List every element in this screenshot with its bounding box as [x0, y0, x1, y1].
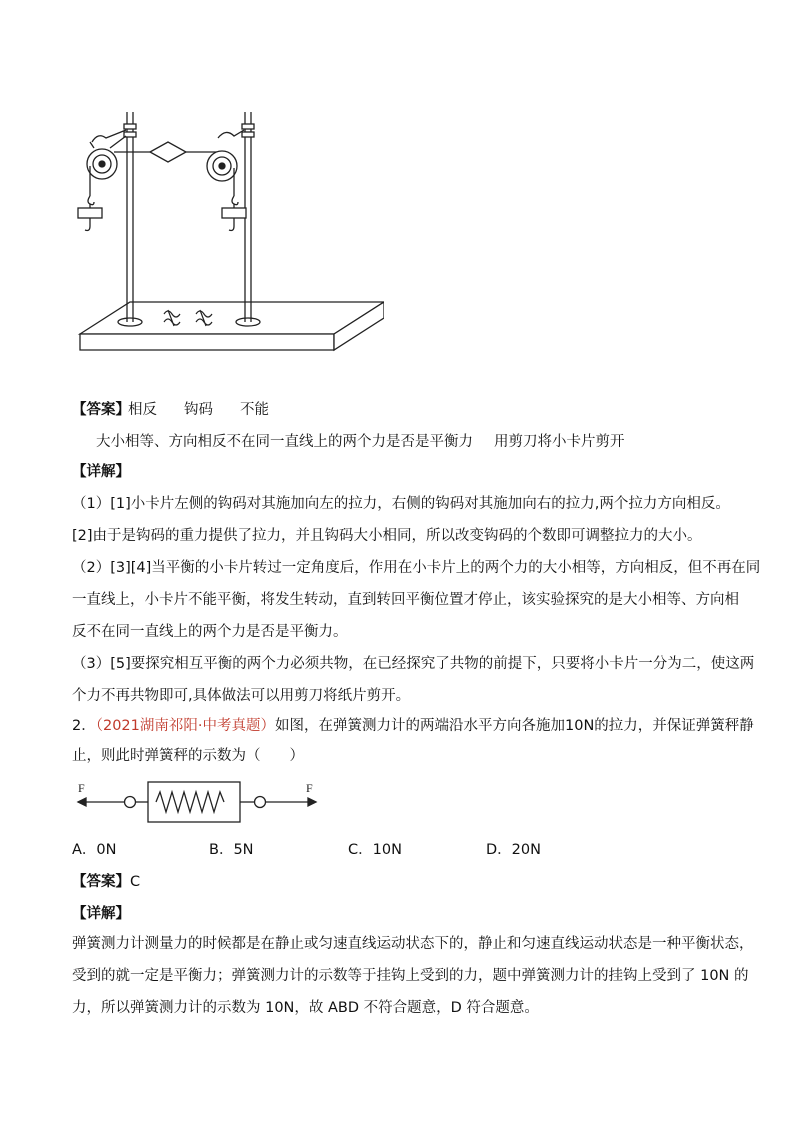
detail1-line: （2）[3][4]当平衡的小卡片转过一定角度后，作用在小卡片上的两个力的大小相等，方向相反，但不再在同	[72, 560, 761, 576]
question-number: 2．	[72, 718, 96, 734]
answer2-line	[72, 872, 140, 892]
option-a	[72, 840, 117, 860]
question2-line-1	[72, 716, 754, 736]
option-value: 10N	[372, 842, 402, 858]
answer-blank-3: 不能	[240, 402, 269, 418]
right-pulley	[186, 130, 246, 231]
left-pulley	[78, 130, 150, 231]
option-value: 20N	[511, 842, 541, 858]
right-force-arrow	[266, 798, 316, 806]
spring-balance-figure	[72, 776, 322, 828]
left-force-arrow	[78, 798, 124, 806]
detail2-line: 受到的就一定是平衡力；弹簧测力计的示数等于挂钩上受到的力，题中弹簧测力计的挂钩上受到了 10N 的	[72, 968, 749, 984]
answer-tag: 【答案】	[72, 874, 130, 890]
answer-value: C	[130, 874, 141, 890]
left-ring	[125, 797, 136, 808]
option-b	[209, 840, 254, 860]
detail1-tag: 【详解】	[72, 464, 130, 480]
option-letter: B．	[209, 842, 234, 858]
question-source: （2021湖南祁阳·中考真题）	[95, 718, 275, 734]
detail1-line: 一直线上，小卡片不能平衡，将发生转动，直到转回平衡位置才停止，该实验探究的是大小相等、方向相	[72, 592, 739, 608]
spring-housing	[148, 782, 240, 822]
question-stem: 如图，在弹簧测力计的两端沿水平方向各施加10N的拉力，并保证弹簧秤静	[275, 718, 754, 734]
option-d	[486, 840, 541, 860]
detail1-line: 反不在同一直线上的两个力是否是平衡力。	[72, 624, 348, 640]
option-c	[348, 840, 402, 860]
option-letter: C．	[348, 842, 373, 858]
option-value: 5N	[233, 842, 254, 858]
detail1-line: [2]由于是钩码的重力提供了拉力，并且钩码大小相同，所以改变钩码的个数即可调整拉力的大小。	[72, 528, 702, 544]
detail2-tag: 【详解】	[72, 906, 130, 922]
detail2-line: 力，所以弹簧测力计的示数为 10N，故 ABD 不符合题意，D 符合题意。	[72, 1000, 539, 1016]
left-rod	[124, 112, 136, 322]
option-value: 0N	[96, 842, 117, 858]
right-ring	[255, 797, 266, 808]
detail1-line: （1）[1]小卡片左侧的钩码对其施加向左的拉力，右侧的钩码对其施加向右的拉力,两个拉力方向相反。	[72, 496, 730, 512]
detail1-line: （3）[5]要探究相互平衡的两个力必须共物，在已经探究了共物的前提下，只要将小卡片一分为二，使这两	[72, 656, 755, 672]
left-force-label: F	[78, 781, 85, 795]
pulley-apparatus-figure	[72, 104, 384, 356]
option-letter: D．	[486, 842, 512, 858]
detail1-line: 个力不再共物即可,具体做法可以用剪刀将纸片剪开。	[72, 688, 411, 704]
answer-blank-2: 钩码	[184, 402, 213, 418]
right-force-label: F	[306, 781, 313, 795]
small-card	[150, 142, 186, 162]
option-letter: A．	[72, 842, 97, 858]
detail2-line: 弹簧测力计测量力的时候都是在静止或匀速直线运动状态下的，静止和匀速直线运动状态是一种平衡状态，	[72, 936, 754, 952]
answer-tag: 【答案】	[72, 402, 130, 418]
answer-blank-5: 用剪刀将小卡片剪开	[494, 434, 625, 450]
answer-blank-1: 相反	[128, 402, 157, 418]
answer-blank-4: 大小相等、方向相反不在同一直线上的两个力是否是平衡力	[96, 434, 473, 450]
question2-line-2: 止，则此时弹簧秤的示数为（ ）	[72, 748, 304, 764]
